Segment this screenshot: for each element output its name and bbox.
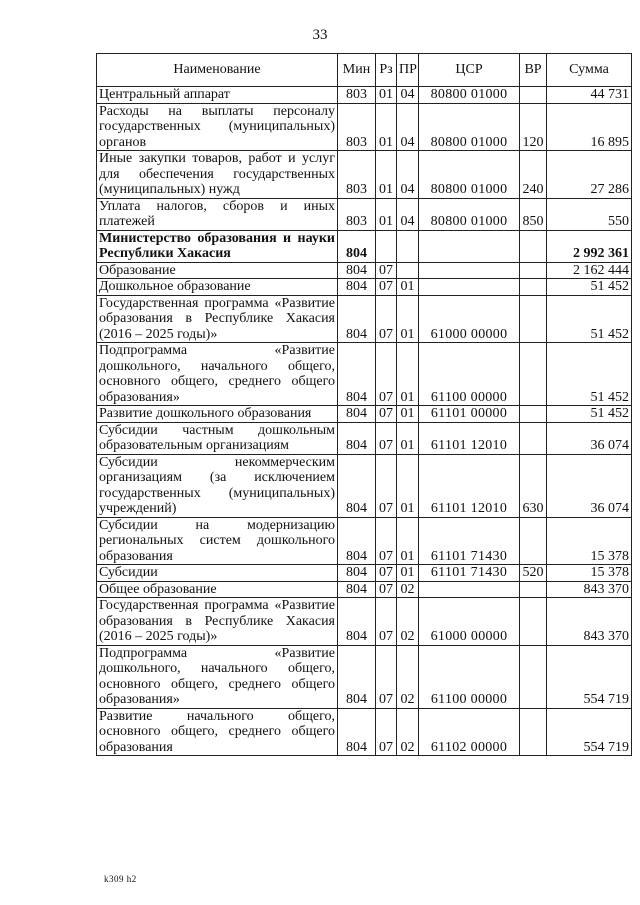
row-rz-cell (376, 230, 397, 262)
row-vr-cell (520, 598, 547, 646)
row-sum-cell: 51 452 (547, 406, 632, 423)
row-pr-cell (397, 262, 419, 279)
row-sum-cell: 36 074 (547, 454, 632, 517)
row-rz-cell: 01 (376, 87, 397, 104)
row-csr-cell: 61000 00000 (419, 598, 520, 646)
row-pr-cell: 01 (397, 454, 419, 517)
table-row (97, 422, 632, 454)
row-csr-cell: 61100 00000 (419, 645, 520, 708)
row-min-cell: 804 (338, 598, 376, 646)
table-row (97, 598, 632, 646)
row-name-cell: Образование (97, 262, 338, 279)
row-rz-cell: 07 (376, 279, 397, 296)
row-vr-cell (520, 343, 547, 406)
row-rz-cell: 07 (376, 454, 397, 517)
row-name-cell: Общее образование (97, 581, 338, 598)
row-name-cell: Подпрограмма «Развитие дошкольного, начального общего, основного общего, среднего общего образования» (97, 343, 338, 406)
row-csr-cell: 61102 00000 (419, 708, 520, 756)
header-vr: ВР (520, 54, 547, 87)
row-csr-cell: 80800 01000 (419, 87, 520, 104)
table-row (97, 262, 632, 279)
row-csr-cell (419, 581, 520, 598)
header-csr: ЦСР (419, 54, 520, 87)
row-csr-cell: 61101 12010 (419, 422, 520, 454)
row-vr-cell (520, 230, 547, 262)
row-rz-cell: 07 (376, 406, 397, 423)
row-csr-cell: 61101 71430 (419, 565, 520, 582)
row-sum-cell: 2 162 444 (547, 262, 632, 279)
row-name-cell: Дошкольное образование (97, 279, 338, 296)
row-name-cell: Подпрограмма «Развитие дошкольного, начального общего, основного общего, среднего общего образования» (97, 645, 338, 708)
row-min-cell: 804 (338, 517, 376, 565)
row-min-cell: 804 (338, 645, 376, 708)
page-number: 33 (312, 27, 328, 43)
row-pr-cell: 04 (397, 198, 419, 230)
row-vr-cell: 630 (520, 454, 547, 517)
row-rz-cell: 07 (376, 295, 397, 343)
row-min-cell: 804 (338, 454, 376, 517)
row-min-cell: 804 (338, 565, 376, 582)
row-pr-cell: 02 (397, 708, 419, 756)
row-min-cell: 804 (338, 406, 376, 423)
row-pr-cell: 04 (397, 103, 419, 151)
row-pr-cell (397, 230, 419, 262)
row-name-cell: Уплата налогов, сборов и иных платежей (97, 198, 338, 230)
row-sum-cell: 843 370 (547, 598, 632, 646)
row-csr-cell: 80800 01000 (419, 198, 520, 230)
table-row (97, 151, 632, 199)
row-vr-cell: 520 (520, 565, 547, 582)
row-pr-cell: 01 (397, 565, 419, 582)
row-rz-cell: 01 (376, 198, 397, 230)
row-name-cell: Развитие дошкольного образования (97, 406, 338, 423)
row-name-cell: Центральный аппарат (97, 87, 338, 104)
table-row (97, 279, 632, 296)
row-vr-cell (520, 645, 547, 708)
row-csr-cell: 61101 00000 (419, 406, 520, 423)
row-vr-cell: 120 (520, 103, 547, 151)
table-row (97, 103, 632, 151)
row-rz-cell: 07 (376, 565, 397, 582)
table-row (97, 406, 632, 423)
row-vr-cell (520, 295, 547, 343)
row-sum-cell: 2 992 361 (547, 230, 632, 262)
table-row (97, 454, 632, 517)
row-sum-cell: 554 719 (547, 645, 632, 708)
row-min-cell: 803 (338, 87, 376, 104)
row-min-cell: 804 (338, 279, 376, 296)
header-pr: ПР (397, 54, 419, 87)
table-body (97, 87, 632, 756)
row-pr-cell: 01 (397, 422, 419, 454)
row-sum-cell: 550 (547, 198, 632, 230)
row-vr-cell (520, 279, 547, 296)
row-name-cell: Субсидии (97, 565, 338, 582)
row-vr-cell (520, 581, 547, 598)
row-min-cell: 804 (338, 230, 376, 262)
row-pr-cell: 01 (397, 295, 419, 343)
header-min: Мин (338, 54, 376, 87)
row-pr-cell: 02 (397, 581, 419, 598)
row-csr-cell (419, 230, 520, 262)
table-row (97, 517, 632, 565)
row-pr-cell: 01 (397, 406, 419, 423)
row-min-cell: 803 (338, 103, 376, 151)
row-pr-cell: 04 (397, 87, 419, 104)
row-pr-cell: 01 (397, 279, 419, 296)
row-csr-cell: 61100 00000 (419, 343, 520, 406)
row-csr-cell: 80800 01000 (419, 103, 520, 151)
row-min-cell: 804 (338, 343, 376, 406)
row-sum-cell: 15 378 (547, 517, 632, 565)
table-header-row (97, 54, 632, 87)
row-sum-cell: 51 452 (547, 295, 632, 343)
row-csr-cell (419, 262, 520, 279)
header-name: Наименование (97, 54, 338, 87)
row-rz-cell: 07 (376, 262, 397, 279)
row-vr-cell: 240 (520, 151, 547, 199)
row-name-cell: Расходы на выплаты персоналу государственных (муниципальных) органов (97, 103, 338, 151)
table-row (97, 87, 632, 104)
row-name-cell: Субсидии частным дошкольным образовательным организациям (97, 422, 338, 454)
table-row (97, 645, 632, 708)
row-name-cell: Развитие начального общего, основного общего, среднего общего образования (97, 708, 338, 756)
row-name-cell: Государственная программа «Развитие образования в Республике Хакасия (2016 – 2025 годы)» (97, 598, 338, 646)
row-rz-cell: 07 (376, 422, 397, 454)
row-vr-cell (520, 422, 547, 454)
row-rz-cell: 07 (376, 517, 397, 565)
row-sum-cell: 44 731 (547, 87, 632, 104)
row-sum-cell: 554 719 (547, 708, 632, 756)
table-row (97, 565, 632, 582)
table-row (97, 198, 632, 230)
row-rz-cell: 01 (376, 151, 397, 199)
row-csr-cell: 61000 00000 (419, 295, 520, 343)
table-row (97, 230, 632, 262)
row-pr-cell: 01 (397, 517, 419, 565)
row-min-cell: 804 (338, 422, 376, 454)
table-row (97, 295, 632, 343)
row-sum-cell: 16 895 (547, 103, 632, 151)
table-row (97, 343, 632, 406)
row-pr-cell: 02 (397, 645, 419, 708)
row-rz-cell: 07 (376, 343, 397, 406)
footer-code: k309 h2 (104, 874, 137, 884)
row-rz-cell: 01 (376, 103, 397, 151)
row-name-cell: Субсидии на модернизацию региональных систем дошкольного образования (97, 517, 338, 565)
row-min-cell: 804 (338, 708, 376, 756)
row-csr-cell: 61101 12010 (419, 454, 520, 517)
row-vr-cell: 850 (520, 198, 547, 230)
row-pr-cell: 04 (397, 151, 419, 199)
row-sum-cell: 15 378 (547, 565, 632, 582)
row-name-cell: Министерство образования и науки Республики Хакасия (97, 230, 338, 262)
row-sum-cell: 843 370 (547, 581, 632, 598)
budget-table (96, 53, 632, 756)
row-csr-cell (419, 279, 520, 296)
row-rz-cell: 07 (376, 708, 397, 756)
row-pr-cell: 02 (397, 598, 419, 646)
row-sum-cell: 27 286 (547, 151, 632, 199)
row-sum-cell: 51 452 (547, 343, 632, 406)
row-vr-cell (520, 262, 547, 279)
row-name-cell: Иные закупки товаров, работ и услуг для обеспечения государственных (муниципальных) нужд (97, 151, 338, 199)
row-min-cell: 803 (338, 198, 376, 230)
row-min-cell: 804 (338, 581, 376, 598)
header-sum: Сумма (547, 54, 632, 87)
row-vr-cell (520, 87, 547, 104)
row-csr-cell: 80800 01000 (419, 151, 520, 199)
row-vr-cell (520, 517, 547, 565)
row-rz-cell: 07 (376, 645, 397, 708)
row-vr-cell (520, 708, 547, 756)
header-rz: Рз (376, 54, 397, 87)
row-name-cell: Субсидии некоммерческим организациям (за исключением государственных (муниципальных) учреждений) (97, 454, 338, 517)
row-rz-cell: 07 (376, 581, 397, 598)
row-rz-cell: 07 (376, 598, 397, 646)
row-vr-cell (520, 406, 547, 423)
row-sum-cell: 51 452 (547, 279, 632, 296)
row-min-cell: 804 (338, 262, 376, 279)
row-name-cell: Государственная программа «Развитие образования в Республике Хакасия (2016 – 2025 годы)» (97, 295, 338, 343)
table-row (97, 708, 632, 756)
table-row (97, 581, 632, 598)
row-csr-cell: 61101 71430 (419, 517, 520, 565)
row-min-cell: 804 (338, 295, 376, 343)
row-min-cell: 803 (338, 151, 376, 199)
row-sum-cell: 36 074 (547, 422, 632, 454)
row-pr-cell: 01 (397, 343, 419, 406)
